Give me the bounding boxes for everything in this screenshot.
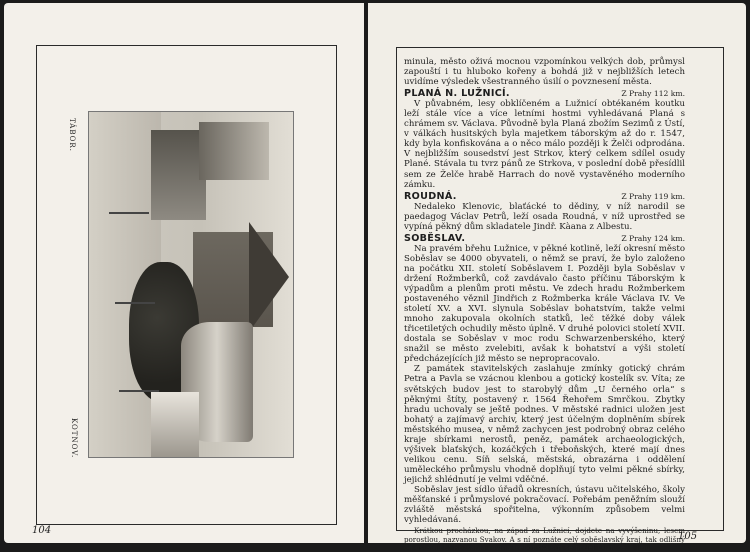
section-paragraph: Na pravém břehu Lužnice, v pěkné kotlině, leží okresní město Soběslav se 4000 obyvateli, o němž se praví, že bylo založeno na počátku XII. století Soběslavem I. Později byla Soběslav v držení Rožmberků, což zavdávalo často příčinu Táborským k výpadům a plenům proti městu. Ve zdech hradu Rožmberkem postaveného věznil Jindřich z Rožmberka krále Václava IV. Ve století XV. a XVI. slynula Soběslav bohatstvím, takže velmi mnoho zakupovala okolních statků, leč těžké doby válek třicetiletých ochudily město úplně. V druhé polovici století XVII. dostala se Soběslav v moc rodu Schwarzenberského, který snažil se město zvelebiti, avšak k bohatství a výši století předcházejících již město se nepropracovalo.: [404, 243, 685, 365]
section-heading-roudna: [404, 192, 685, 202]
section-distance: Z Prahy 112 km.: [621, 89, 685, 99]
section-distance: Z Prahy 124 km.: [621, 233, 685, 243]
right-page-number: 105: [678, 531, 698, 542]
right-page-text: [404, 57, 685, 552]
section-heading-soboslav: [404, 234, 685, 244]
intro-paragraph: minula, město oživá mocnou vzpomínkou velkých dob, průmysl zapouští i tu hluboko kořeny a bohdá již v nejbližších letech uvidíme výsledek všestranného úsilí o povznesení města.: [404, 57, 685, 88]
photo-caption-tabor: TÁBOR.: [68, 118, 76, 152]
footnote-note: Krátkou procházkou, na západ za Lužnicí, dojdete na vyvýšeninu, lesem porostlou, nazvanou Svakov. A s ní poznáte celý soběslavský kraj, tak odlišný od ostatních! Rozsáhlá rovina třeboňská šíří se podél Lužnice, k jihu: [404, 526, 685, 552]
section-paragraph: Nedaleko Klenovic, blaťácké to dědiny, v níž narodil se paedagog Václav Petrů, leží osada Roudná, v níž uprostřed se vypíná pěkný dům skladatele Jindř. Kàana z Albestu.: [404, 201, 685, 232]
section-paragraph: V půvabném, lesy obklíčeném a Lužnicí obtékaném koutku leží stále více a více letními hostmi vyhledávaná Planá s chrámem sv. Václava. Původně byla Planá zbožím Sezimů z Ústí, v válkách husitských byla majetkem táborským až do r. 1547, kdy byla konfiskována a o něco málo později k Želči odprodána. V nejbližším sousedství jest Strkov, který celkem sdílel osudy Plané. Stávala tu tvrz pánů ze Strkova, v poslední době přesídlil sem ze Želče hrabě Harrach do nově vystavěného moderního zámku.: [404, 99, 685, 190]
section-title: PLANÁ N. LUŽNICÍ.: [404, 88, 510, 100]
section-paragraph: Soběslav jest sídlo úřadů okresních, ústavu učitelského, školy měšťanské i průmyslové pokračovací. Pořebám peněžním slouží zvláště městská spořitelna, výkonním způsobem velmi vyhledávaná.: [404, 484, 685, 526]
photo-caption-kotnov: KOTNOV.: [70, 418, 78, 459]
left-page-number: 104: [32, 525, 52, 536]
section-heading-plana: [404, 89, 685, 99]
section-paragraph: Z památek stavitelských zaslahuje zmínky gotický chrám Petra a Pavla se vzácnou klenbou a gotický kostelík sv. Víta; ze světských budov jest to starobylý dům „U černého orla“ s pěknými štíty, postavený r. 1564 Řehořem Smrčkou. Zbytky hradu uchovaly se ještě podnes. V městské radnici uložen jest bohatý a zajímavý archiv, který jest účelným doplněním sbírek městského musea, v němž zachycen jest podrobný obraz celého kraje sbírkami nerostů, peněz, památek archaeologických, výšivek blaťských, kozáčkých i třeboňských, které mají dnes velikou cenu. Síň selská, městská, obrazárna i oddělení uměleckého průmyslu vhodně doplňují tyto velmi pěkné sbírky, jejichž shlédnutí je velmi vděčné.: [404, 364, 685, 485]
photo-tabor-kotnov: [88, 111, 294, 458]
section-title: ROUDNÁ.: [404, 190, 457, 202]
section-title: SOBĚSLAV.: [404, 232, 466, 244]
section-distance: Z Prahy 119 km.: [621, 191, 685, 201]
